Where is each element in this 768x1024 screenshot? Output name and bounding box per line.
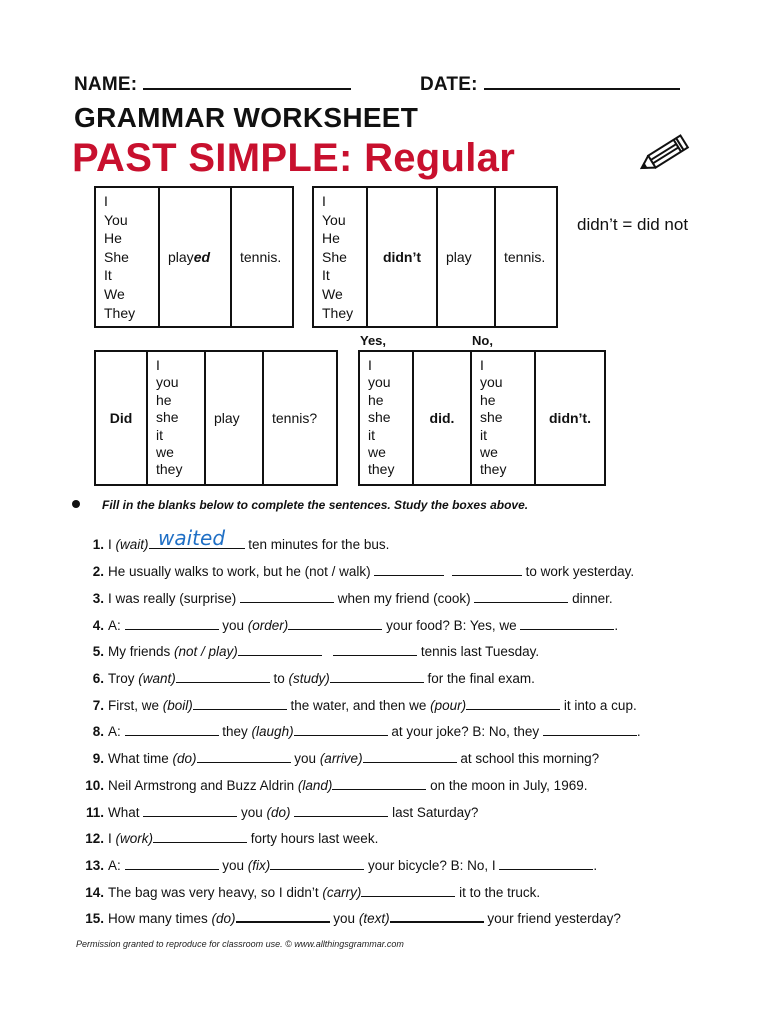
answer-blank[interactable]	[288, 618, 382, 630]
answer-blank[interactable]	[236, 911, 330, 923]
question-8: 8. A: they (laugh) at your joke? B: No, they .	[92, 724, 641, 739]
worksheet-subtitle: PAST SIMPLE: Regular	[72, 136, 516, 180]
question-14: 14. The bag was very heavy, so I didn’t (carry) it to the truck.	[85, 885, 541, 900]
answer-blank[interactable]	[330, 671, 424, 683]
verb-cell: play	[437, 187, 495, 327]
question-2: 2. He usually walks to work, but he (not / walk) to work yesterday.	[92, 564, 635, 579]
date-blank[interactable]	[484, 74, 680, 90]
pronoun-cell: I You He She It We They	[95, 187, 159, 327]
aux-cell: Did	[95, 351, 147, 485]
object-cell: tennis.	[495, 187, 557, 327]
answer-blank[interactable]	[361, 885, 455, 897]
answer-blank[interactable]	[466, 698, 560, 710]
question-6: 6. Troy (want) to (study) for the final exam.	[92, 671, 535, 686]
question-7: 7. First, we (boil) the water, and then we (pour) it into a cup.	[92, 698, 637, 713]
yes-label: Yes,	[360, 333, 387, 348]
question-11: 11. What you (do) last Saturday?	[85, 805, 479, 820]
answer-blank[interactable]	[294, 805, 388, 817]
negative-sentence-table	[312, 186, 558, 328]
pronoun-cell: I You He She It We They	[313, 187, 367, 327]
footer-permission: Permission granted to reproduce for classroom use. © www.allthingsgrammar.com	[76, 939, 404, 949]
contraction-note: didn’t = did not	[577, 215, 689, 234]
answer-blank[interactable]	[197, 751, 291, 763]
answer-blank[interactable]	[240, 591, 334, 603]
answer-blank[interactable]	[333, 644, 417, 656]
answer-blank[interactable]	[474, 591, 568, 603]
answer-blank[interactable]	[153, 831, 247, 843]
no-label: No,	[472, 333, 493, 348]
answer-blank[interactable]	[363, 751, 457, 763]
answer-blank[interactable]	[149, 537, 245, 549]
worksheet-title: GRAMMAR WORKSHEET	[74, 102, 419, 133]
answer-blank[interactable]	[238, 644, 322, 656]
instructions: Fill in the blanks below to complete the sentences. Study the boxes above.	[72, 498, 528, 512]
question-9: 9. What time (do) you (arrive) at school this morning?	[92, 751, 600, 766]
verb-cell: played	[159, 187, 231, 327]
name-label: NAME:	[74, 74, 138, 95]
date-field	[420, 74, 680, 96]
answer-blank[interactable]	[270, 858, 364, 870]
short-answer-table	[358, 350, 606, 486]
answer-blank[interactable]	[332, 778, 426, 790]
aux-cell: didn’t	[367, 187, 437, 327]
answer-blank[interactable]	[125, 858, 219, 870]
date-label: DATE:	[420, 74, 478, 95]
answer-blank[interactable]	[143, 805, 237, 817]
name-field	[74, 74, 351, 96]
object-cell: tennis.	[231, 187, 293, 327]
answer-blank[interactable]	[125, 618, 219, 630]
answer-blank[interactable]	[176, 671, 270, 683]
question-15: 15. How many times (do) you (text) your friend yesterday?	[85, 911, 621, 926]
question-4: 4. A: you (order) your food? B: Yes, we .	[92, 618, 619, 633]
bullet-icon	[72, 500, 80, 508]
question-5: 5. My friends (not / play) tennis last Tuesday.	[92, 644, 540, 659]
answer-blank[interactable]	[390, 911, 484, 923]
answer-blank[interactable]	[520, 618, 614, 630]
no-aux-cell: didn’t.	[535, 351, 605, 485]
answer-blank[interactable]	[294, 724, 388, 736]
question-12: 12. I (work) forty hours last week.	[85, 831, 379, 846]
positive-sentence-table	[94, 186, 294, 328]
question-3: 3. I was really (surprise) when my friend (cook) dinner.	[92, 591, 613, 606]
answer-blank[interactable]	[374, 564, 444, 576]
answer-blank[interactable]	[499, 858, 593, 870]
yes-aux-cell: did.	[413, 351, 471, 485]
pronoun-cell: I you he she it we they	[359, 351, 413, 485]
answer-blank[interactable]	[452, 564, 522, 576]
question-13: 13. A: you (fix) your bicycle? B: No, I .	[85, 858, 598, 873]
question-10: 10. Neil Armstrong and Buzz Aldrin (land) on the moon in July, 1969.	[85, 778, 588, 793]
pencil-icon	[636, 130, 696, 178]
answer-blank[interactable]	[543, 724, 637, 736]
verb-cell: play	[205, 351, 263, 485]
question-table	[94, 350, 338, 486]
answer-blank[interactable]	[193, 698, 287, 710]
answer-blank[interactable]	[125, 724, 219, 736]
object-cell: tennis?	[263, 351, 337, 485]
pronoun-cell: I you he she it we they	[471, 351, 535, 485]
name-blank[interactable]	[143, 74, 351, 90]
question-1: 1. I (wait) ten minutes for the bus.	[92, 537, 390, 552]
pronoun-cell: I you he she it we they	[147, 351, 205, 485]
handwritten-answer: waited	[158, 526, 226, 550]
